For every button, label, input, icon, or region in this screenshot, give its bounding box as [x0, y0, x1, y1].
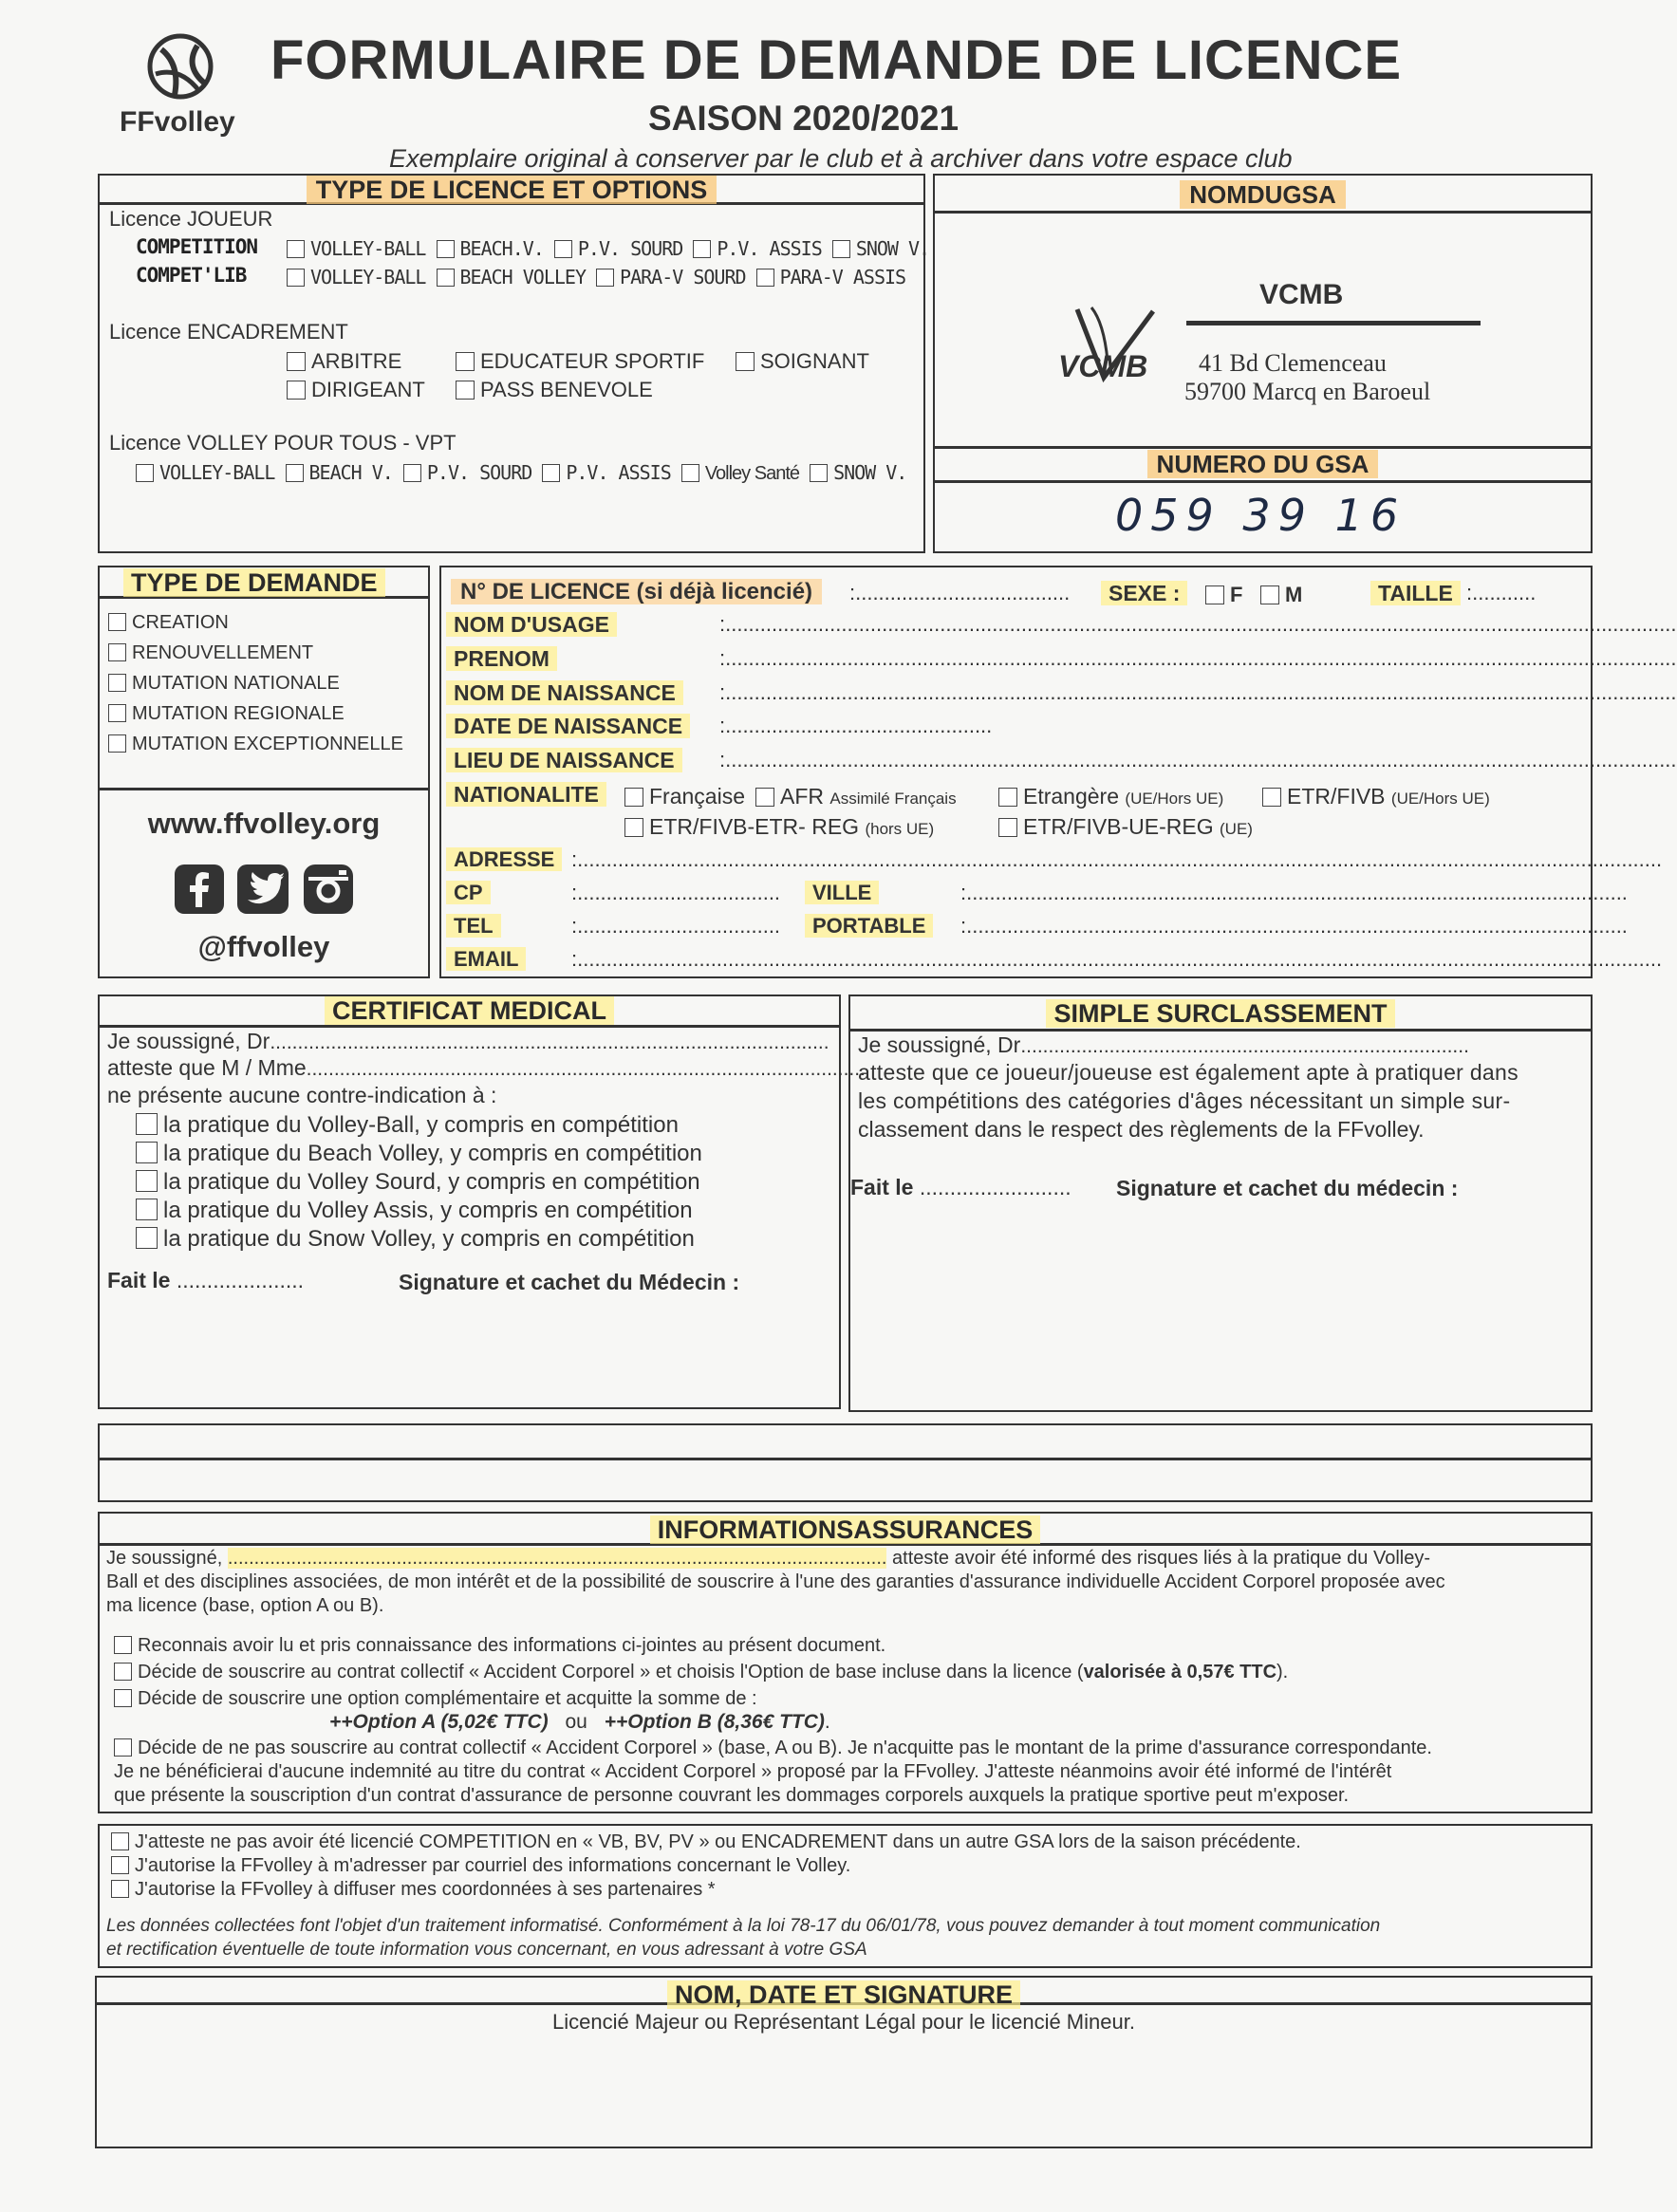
email-field[interactable]: :...........................................................................................................................................................................................	[571, 947, 1663, 971]
encadrement-pass-benevole[interactable]: PASS BENEVOLE	[456, 378, 653, 402]
attest-legal-2: et rectification éventuelle de toute information vous concernant, en vous adressant à votre GSA	[106, 1940, 867, 1960]
surclassement-text-3: classement dans le respect des règlements de la FFvolley.	[858, 1117, 1425, 1142]
medical-dr-line: Je soussigné, Dr.....................................................................................................	[107, 1029, 829, 1053]
nat-etr-fivb[interactable]: ETR/FIVB (UE/Hors UE)	[1262, 784, 1490, 809]
nationalite-label: NATIONALITE	[446, 782, 606, 808]
cp-label: CP	[446, 881, 491, 905]
attest-legal-1: Les données collectées font l'objet d'un traitement informatisé. Conformément à la loi 78-17 du 06/01/78, vous pouvez demander à tout moment communication	[106, 1916, 1381, 1936]
nom-naissance-field[interactable]: :....................................................................................................................................................................	[719, 680, 1677, 704]
season-title: SAISON 2020/2021	[648, 99, 960, 138]
medical-volley-assis[interactable]: la pratique du Volley Assis, y compris en compétition	[136, 1198, 693, 1224]
encadrement-dirigeant[interactable]: DIRIGEANT	[287, 378, 425, 402]
medical-snow-volley[interactable]: la pratique du Snow Volley, y compris en compétition	[136, 1226, 695, 1253]
licence-vpt-label: Licence VOLLEY POUR TOUS - VPT	[109, 431, 457, 455]
attest-partner-consent[interactable]: J'autorise la FFvolley à diffuser mes coordonnées à ses partenaires *	[111, 1879, 716, 1901]
ffvolley-logo	[142, 28, 218, 104]
sexe-f-checkbox[interactable]: F	[1205, 583, 1242, 607]
demande-mutation-regionale[interactable]: MUTATION REGIONALE	[108, 703, 345, 725]
vpt-options	[136, 461, 906, 485]
club-stamp	[1058, 275, 1590, 427]
competition-pv-assis[interactable]: P.V. ASSIS	[693, 237, 821, 260]
medical-volley-ball[interactable]: la pratique du Volley-Ball, y compris en compétition	[136, 1112, 679, 1139]
medical-fait-le[interactable]: Fait le .....................	[107, 1268, 305, 1292]
nat-ue-reg[interactable]: ETR/FIVB-UE-REG (UE)	[998, 814, 1253, 840]
assurances-intro-2: Ball et des disciplines associées, de mon intérêt et de la possibilité de souscrire à l'une des garanties d'assurance individuelle Accident Corporel proposée avec	[106, 1571, 1445, 1592]
gsa-number-value: 059 39 16	[1115, 490, 1407, 541]
assurances-title: INFORMATIONSASSURANCES	[98, 1515, 1593, 1545]
competition-pv-sourd[interactable]: P.V. SOURD	[554, 237, 682, 260]
stamp-club-name: VCMB	[1259, 279, 1344, 310]
competlib-label: COMPET'LIB	[136, 264, 247, 287]
lieu-naissance-label: LIEU DE NAISSANCE	[446, 748, 682, 773]
assurances-option-choice[interactable]: ++Option A (5,02€ TTC) ou ++Option B (8,36€ TTC).	[329, 1711, 830, 1733]
date-naissance-field[interactable]: :..............................................	[719, 714, 993, 737]
nom-usage-field[interactable]: :....................................................................................................................................................................	[719, 612, 1677, 636]
gsa-name-title: NOMDUGSA	[933, 180, 1593, 210]
signature-title: NOM, DATE ET SIGNATURE	[95, 1980, 1593, 2010]
website-link[interactable]: www.ffvolley.org	[147, 807, 381, 840]
social-icons	[174, 864, 363, 917]
sexe-label: SEXE :	[1101, 581, 1187, 606]
assurances-no-option-2: Je ne bénéficierai d'aucune indemnité au titre du contrat « Accident Corporel » proposé par la FFvolley. J'atteste néanmoins avoir été informé de l'intérêt	[114, 1761, 1392, 1782]
demande-title: TYPE DE DEMANDE	[123, 568, 408, 598]
medical-title: CERTIFICAT MEDICAL	[98, 996, 841, 1026]
ville-label: VILLE	[805, 881, 879, 905]
adresse-label: ADRESSE	[446, 847, 562, 872]
taille-field[interactable]: :...........	[1466, 581, 1537, 604]
surclassement-title: SIMPLE SURCLASSEMENT	[848, 999, 1593, 1029]
prenom-field[interactable]: :....................................................................................................................................................................	[719, 646, 1677, 670]
competition-snow[interactable]: SNOW V.	[832, 237, 929, 260]
competition-volley[interactable]: VOLLEY-BALL	[287, 237, 425, 260]
surclassement-text-1: atteste que ce joueur/joueuse est également apte à pratiquer dans	[858, 1060, 1519, 1085]
nom-usage-label: NOM D'USAGE	[446, 612, 617, 638]
competlib-beach[interactable]: BEACH VOLLEY	[437, 266, 587, 288]
assurances-option-complementaire[interactable]: Décide de souscrire une option complémentaire et acquitte la somme de :	[114, 1688, 757, 1710]
adresse-field[interactable]: :...........................................................................................................................................................................................	[571, 847, 1663, 871]
facebook-icon[interactable]	[174, 864, 225, 915]
surclassement-dr-line: Je soussigné, Dr.................................................................................	[858, 1032, 1469, 1057]
prenom-label: PRENOM	[446, 646, 557, 672]
nat-etr-reg[interactable]: ETR/FIVB-ETR- REG (hors UE)	[624, 814, 934, 840]
medical-signature-label: Signature et cachet du Médecin :	[399, 1270, 740, 1294]
nat-afr[interactable]: AFR Assimilé Français	[755, 784, 957, 809]
demande-creation[interactable]: CREATION	[108, 612, 229, 634]
assurances-option-base[interactable]: Décide de souscrire au contrat collectif « Accident Corporel » et choisis l'Option de base incluse dans la licence (valorisée à 0,57€ TTC).	[114, 1662, 1288, 1683]
portable-label: PORTABLE	[805, 914, 933, 939]
surclassement-text-2: les compétitions des catégories d'âges nécessitant un simple sur-	[858, 1088, 1511, 1113]
licence-joueur-label: Licence JOUEUR	[109, 207, 273, 231]
assurances-no-option[interactable]: Décide de ne pas souscrire au contrat collectif « Accident Corporel » (base, A ou B). Je n'acquitte pas le montant de la prime d'assurance correspondante.	[114, 1738, 1432, 1759]
vpt-pv-sourd[interactable]: P.V. SOURD	[403, 461, 531, 484]
assurances-intro-1: Je soussigné, ............................................................................................................................. atteste avoir été informé des risques liés à la pratique du Volley-	[106, 1548, 1430, 1569]
licence-number-field[interactable]: :.....................................	[849, 581, 1071, 604]
assurances-reconnais[interactable]: Reconnais avoir lu et pris connaissance des informations ci-jointes au présent document.	[114, 1635, 885, 1657]
attest-email-consent[interactable]: J'autorise la FFvolley à m'adresser par courriel des informations concernant le Volley.	[111, 1855, 850, 1877]
demande-renouvellement[interactable]: RENOUVELLEMENT	[108, 642, 313, 664]
competlib-pv-sourd[interactable]: PARA-V SOURD	[596, 266, 746, 288]
assurances-no-option-3: que présente la souscription d'un contrat d'assurance de personne couvrant les dommages corporels auxquels la pratique sportive peut m'exposer.	[114, 1785, 1350, 1806]
signature-subtitle: Licencié Majeur ou Représentant Légal pour le licencié Mineur.	[552, 2010, 1135, 2034]
vpt-pv-assis[interactable]: P.V. ASSIS	[542, 461, 670, 484]
portable-field[interactable]: :..................................................................................................................	[960, 914, 1628, 938]
licence-encadrement-label: Licence ENCADREMENT	[109, 320, 348, 344]
licence-type-title: TYPE DE LICENCE ET OPTIONS	[98, 176, 925, 205]
gsa-number-title: NUMERO DU GSA	[933, 450, 1593, 479]
vpt-sante[interactable]: Volley Santé	[681, 461, 799, 484]
date-naissance-label: DATE DE NAISSANCE	[446, 714, 690, 739]
page-title: FORMULAIRE DE DEMANDE DE LICENCE	[270, 29, 1403, 91]
surclassement-fait-le[interactable]: Fait le .........................	[850, 1175, 1071, 1199]
encadrement-soignant[interactable]: SOIGNANT	[736, 349, 869, 374]
medical-patient-line: atteste que M / Mme.....................................................................................................	[107, 1055, 866, 1080]
vpt-snow[interactable]: SNOW V.	[810, 461, 906, 484]
competition-beach[interactable]: BEACH.V.	[437, 237, 544, 260]
tel-label: TEL	[446, 914, 501, 939]
competlib-pv-assis[interactable]: PARA-V ASSIS	[756, 266, 906, 288]
competition-label: COMPETITION	[136, 235, 258, 258]
volleyball-icon	[142, 28, 218, 104]
twitter-icon[interactable]	[236, 864, 289, 915]
email-label: EMAIL	[446, 947, 526, 972]
assurances-intro-3: ma licence (base, option A ou B).	[106, 1595, 384, 1616]
sexe-m-checkbox[interactable]: M	[1260, 583, 1302, 607]
lieu-naissance-field[interactable]: :....................................................................................................................................................................	[719, 748, 1677, 771]
blank-band	[98, 1423, 1593, 1502]
encadrement-arbitre[interactable]: ARBITRE	[287, 349, 401, 374]
instagram-icon[interactable]	[303, 864, 354, 915]
vpt-beach[interactable]: BEACH V.	[286, 461, 393, 484]
licence-number-label: N° DE LICENCE (si déjà licencié)	[451, 579, 822, 605]
competition-options	[287, 237, 929, 260]
demande-mutation-nationale[interactable]: MUTATION NATIONALE	[108, 673, 340, 695]
stamp-logo-text: VCMB	[1058, 349, 1148, 383]
stamp-address-street: 41 Bd Clemenceau	[1199, 349, 1387, 377]
ville-field[interactable]: :..................................................................................................................	[960, 881, 1628, 904]
medical-intro: ne présente aucune contre-indication à :	[107, 1083, 497, 1107]
nat-francaise[interactable]: Française	[624, 784, 745, 809]
encadrement-educateur[interactable]: EDUCATEUR SPORTIF	[456, 349, 704, 374]
medical-beach-volley[interactable]: la pratique du Beach Volley, y compris en compétition	[136, 1141, 702, 1167]
demande-mutation-exceptionnelle[interactable]: MUTATION EXCEPTIONNELLE	[108, 734, 403, 755]
nat-etrangere[interactable]: Etrangère (UE/Hors UE)	[998, 784, 1223, 809]
taille-label: TAILLE	[1370, 581, 1461, 606]
tel-field[interactable]: :...................................	[571, 914, 781, 938]
nom-naissance-label: NOM DE NAISSANCE	[446, 680, 683, 706]
competlib-volley[interactable]: VOLLEY-BALL	[287, 266, 425, 288]
social-handle[interactable]: @ffvolley	[197, 930, 330, 963]
competlib-options	[287, 266, 905, 288]
cp-field[interactable]: :...................................	[571, 881, 781, 904]
stamp-address-city: 59700 Marcq en Baroeul	[1184, 378, 1431, 405]
page-subtitle: Exemplaire original à conserver par le club et à archiver dans votre espace club	[389, 144, 1293, 173]
surclassement-signature-label: Signature et cachet du médecin :	[1116, 1176, 1459, 1200]
attest-no-previous-licence[interactable]: J'atteste ne pas avoir été licencié COMPETITION en « VB, BV, PV » ou ENCADREMENT dans un autre GSA lors de la saison précédente.	[111, 1831, 1301, 1853]
vpt-volley[interactable]: VOLLEY-BALL	[136, 461, 274, 484]
medical-volley-sourd[interactable]: la pratique du Volley Sourd, y compris en compétition	[136, 1169, 700, 1196]
logo-text: FFvolley	[120, 106, 235, 138]
